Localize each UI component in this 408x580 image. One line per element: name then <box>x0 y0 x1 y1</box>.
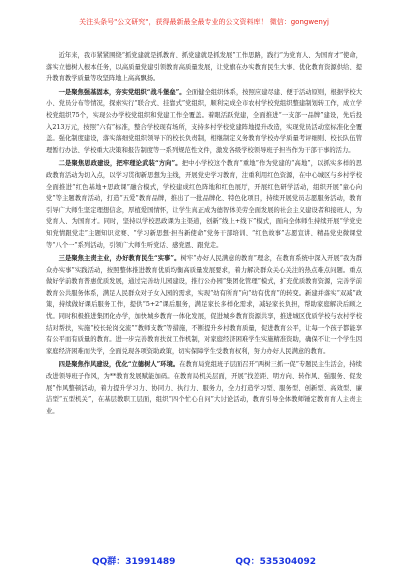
paragraph-point-2 <box>46 158 362 251</box>
paragraph-intro <box>46 50 362 85</box>
paragraph-text: 把中小学校这个教育“重地”作为党建的“高地”，以抓实多样的思政教育活动为切入点，以学习贯彻新思想为主线，开展党史学习教育，注重利用红色资源，在中心城区与乡村学校全面推进“红色基地+思政课”融合模式，学校建成红色阵地和红色展厅，开展红色研学活动，组织开展“童心向党”等主题教育活动，打造“五爱”教育品牌，推出了一批品牌化、特色化项目，持续开展党员志愿服务活动，教育引导广大师生坚定理想信念，厚植爱国情怀，让学生真正成为德智体美劳全面发展的社会主义建设者和接班人，为党育人、为国育才。同时，坚持以学校思政课为主渠道，创新“线上+线下”模式，面向全体师生持续开展“学党史知党情跟党走”主题知识竞赛、“学习新思想·担当新使命”党务干部培训、“红色故事”志愿宣讲、精品党史微课堂等“八个一”系列活动，引领广大师生听党话、感党恩、跟党走。 <box>46 160 362 249</box>
paragraph-lead: 三是聚焦主责主业，办好教育民生“实事”。 <box>58 255 181 263</box>
paragraph-point-4 <box>46 359 362 417</box>
qq-group-label: QQ群：31991489 <box>91 557 176 567</box>
paragraph-lead: 一是聚焦强基固本，夯实党组织“战斗堡垒”。 <box>58 88 186 96</box>
qq-contact-label: QQ：535304092 <box>235 557 317 567</box>
paragraph-text: 全面健全组织体系，按照应建尽建、便于活动原则，根据学校大小、党员分布等情况，探索实行“联合式、挂靠式”党组织，顺利完成全市农村学校党组织整建制划转工作，成立学校党组织75个，实现公办学校党组织和党建工作全覆盖。着眼活跃党建，全面推进“一支部一品牌”建设，先后投入213万元，按照“六有”标准，整合学校现有场所，支持多村学校党建阵地提升改造，实现党员活动室标准化全覆盖。强化制度建设，落实落细党组织领导下的校长负责制，相继制定义务教育学校办学质量考评细则、校长队伍管理暂行办法、学校重大决策和报告制度等一系列规范性文件，激发各级学校领导班子担当作为干部干事的活力。 <box>46 88 363 154</box>
paragraph-text: 近年来，我市紧紧围绕“抓党建就是抓教育、抓党建就是抓发展”工作思路，践行“为党育人、为国育才”使命，落实立德树人根本任务，以高质量党建引领教育高质量发展，让党旗在办实教育民生大事、优化教育资源供给、提升教育教学质量等攻坚阵地上高高飘扬。 <box>46 52 362 83</box>
paragraph-point-3 <box>46 253 362 357</box>
paragraph-point-1 <box>46 87 362 157</box>
promo-banner: 关注头条号"公文研究"，获得最新最全最专业的公文资料库！ 微信：gongwenyj <box>79 17 329 26</box>
paragraph-text: 在教育局党组班子层面召开“两树三抓一促”专题民主生活会，持续改进领导班子作风，为**教育发展赋能加码。在教育局机关层面，开展“找差距、明方向、转作风、强服务、促发展”作风整顿活动，着力提升学习力、协同力、执行力、服务力，全力打造学习型、服务型、创新型、高效型、廉洁型“五型机关”，在基层教职工层面，组织“四个忙心自问”大讨论活动，教育引导全体教师锤定教育育人主责主业。 <box>46 361 362 415</box>
paragraph-lead: 二是聚焦思政建设，把牢理论武装“方向”。 <box>58 160 182 168</box>
paragraph-text: 树牢“办好人民满意的教育”理念，在教育系统中深入开展“我为群众办实事”实践活动，按照整体推进教育优质均衡高质量发展要求，着力解决群众关心关注的热点难点问题。重点做好学前教育普惠优质发展，通过完善幼儿园建设，推行公办园“集团化管理”模式，扩充优质教育资源，完善学前教育公共服务体系，满足人民群众对子女入园的需求，实现“幼有所育”向“幼有优育”的转变。新建并落实“双减”政策，持续做好课后服务工作，提供“5+2”课后服务，满足家长多样化需求，减轻家长负担，帮助家庭解决后顾之忧。同时积极推进集团化办学，加快城乡教育一体化发展，促进城乡教育资源共享，推进城区优质学校与农村学校结对帮扶，实施“校长轮岗交流”“教师支教”等措施，不断提升乡村教育质量，促进教育公平，让每一个孩子都能享有公平而有质量的教育。进一步完善教育扶贫工作机制，对家庭经济困难学生实施精准资助，确保不让一个学生因家庭经济困难而失学，全面兑现各项资助政策，切实保障学生受教育权利，努力办好人民满意的教育。 <box>46 255 362 355</box>
contact-footer <box>0 554 408 566</box>
paragraph-lead: 四是聚焦作风建设，优化“立德树人”环境。 <box>58 361 180 369</box>
document-body <box>46 50 362 419</box>
